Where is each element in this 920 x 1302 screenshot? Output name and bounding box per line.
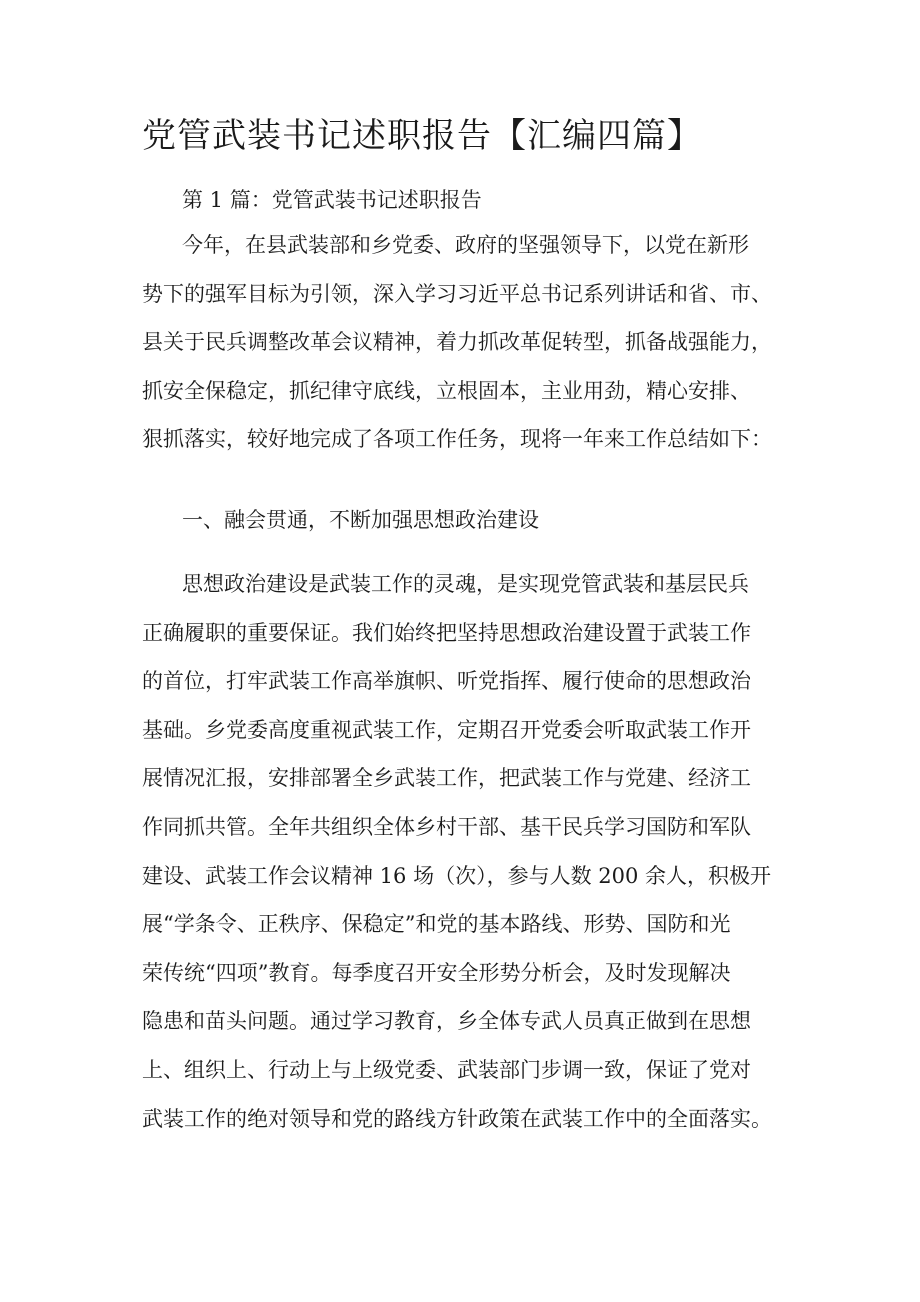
paragraph-line: 正确履职的重要保证。我们始终把坚持思想政治建设置于武装工作 [142, 620, 751, 645]
paragraph-line: 的首位，打牢武装工作高举旗帜、听党指挥、履行使命的思想政治 [142, 669, 751, 694]
section-heading: 一、融会贯通，不断加强思想政治建设 [182, 508, 539, 532]
paragraph-line: 作同抓共管。全年共组织全体乡村干部、基干民兵学习国防和军队 [142, 814, 751, 839]
paragraph-line: 基础。乡党委高度重视武装工作，定期召开党委会听取武装工作开 [142, 717, 751, 742]
paragraph-intro [142, 221, 802, 464]
document-title: 党管武装书记述职报告【汇编四篇】 [142, 116, 702, 156]
paragraph-line: 县关于民兵调整改革会议精神，着力抓改革促转型，抓备战强能力， [142, 330, 772, 355]
paragraph-line: 上、组织上、行动上与上级党委、武装部门步调一致，保证了党对 [142, 1057, 751, 1082]
paragraph-line: 展“学条令、正秩序、保稳定”和党的基本路线、形势、国防和光 [142, 912, 731, 937]
paragraph-line: 抓安全保稳定，抓纪律守底线，立根固本，主业用劲，精心安排、 [142, 378, 751, 403]
paragraph-line: 势下的强军目标为引领，深入学习习近平总书记系列讲话和省、市、 [142, 281, 772, 306]
document-subtitle: 第 1 篇：党管武装书记述职报告 [182, 188, 482, 212]
paragraph-section1 [142, 560, 802, 1143]
paragraph-line: 隐患和苗头问题。通过学习教育，乡全体专武人员真正做到在思想 [142, 1009, 751, 1034]
paragraph-line: 狠抓落实，较好地完成了各项工作任务，现将一年来工作总结如下： [142, 427, 772, 452]
paragraph-line: 展情况汇报，安排部署全乡武装工作，把武装工作与党建、经济工 [142, 766, 751, 791]
paragraph-line: 今年，在县武装部和乡党委、政府的坚强领导下，以党在新形 [182, 233, 749, 257]
paragraph-line: 荣传统“四项”教育。每季度召开安全形势分析会，及时发现解决 [142, 960, 731, 985]
paragraph-line: 思想政治建设是武装工作的灵魂，是实现党管武装和基层民兵 [182, 572, 749, 596]
paragraph-line: 武装工作的绝对领导和党的路线方针政策在武装工作中的全面落实。 [142, 1106, 772, 1131]
paragraph-line: 建设、武装工作会议精神 16 场（次），参与人数 200 余人，积极开 [142, 863, 772, 888]
